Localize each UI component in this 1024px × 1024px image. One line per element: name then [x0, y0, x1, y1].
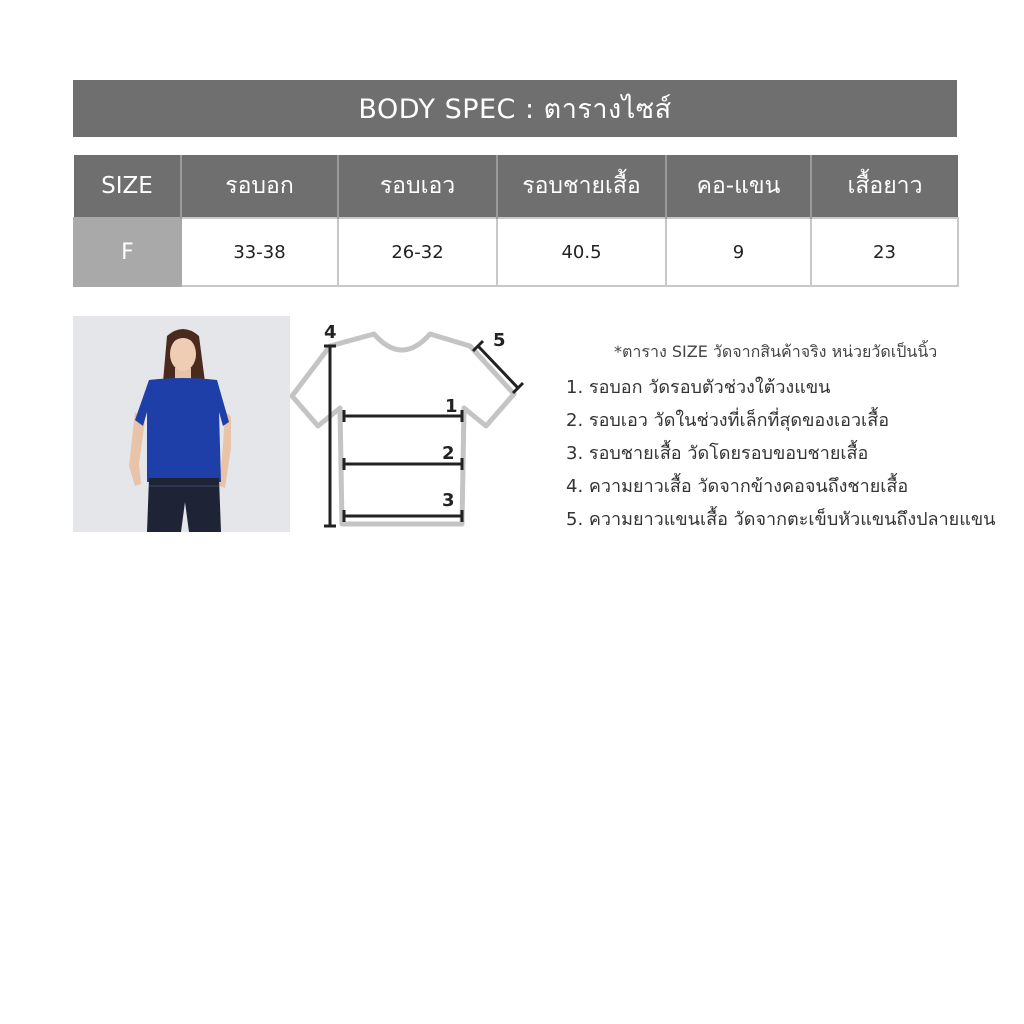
model-photo: [73, 316, 290, 532]
column-header-length: เสื้อยาว: [811, 155, 958, 218]
page-title: BODY SPEC : ตารางไซส์: [73, 80, 957, 137]
measure-line-3: [344, 510, 462, 522]
waist-value: 26-32: [338, 218, 497, 286]
measurement-notes: [566, 340, 1006, 536]
size-table: [73, 155, 959, 287]
length-value: 23: [811, 218, 958, 286]
column-header-chest: รอบอก: [181, 155, 338, 218]
shirt-diagram: [290, 318, 530, 538]
chest-value: 33-38: [181, 218, 338, 286]
model-illustration: [73, 316, 290, 532]
note-item-4: 4. ความยาวเสื้อ วัดจากข้างคอจนถึงชายเสื้อ: [566, 476, 909, 497]
label-1: 1: [445, 396, 458, 417]
label-3: 3: [442, 490, 455, 511]
note-item-2: 2. รอบเอว วัดในช่วงที่เล็กที่สุดของเอวเสื้อ: [566, 410, 890, 431]
label-5: 5: [493, 330, 506, 351]
hem-value: 40.5: [497, 218, 666, 286]
column-header-waist: รอบเอว: [338, 155, 497, 218]
column-header-size: SIZE: [74, 155, 181, 218]
measure-line-4: [324, 346, 336, 526]
shirt-outline: [292, 334, 514, 524]
neck-sleeve-value: 9: [666, 218, 811, 286]
column-header-neck-sleeve: คอ-แขน: [666, 155, 811, 218]
notes-header: *ตาราง SIZE วัดจากสินค้าจริง หน่วยวัดเป็นนิ้ว: [614, 342, 938, 361]
table-header-row: [74, 155, 958, 218]
table-row: [74, 218, 958, 286]
label-4: 4: [324, 322, 337, 343]
label-2: 2: [442, 443, 455, 464]
note-item-5: 5. ความยาวแขนเสื้อ วัดจากตะเข็บหัวแขนถึงปลายแขน: [566, 509, 996, 530]
note-item-1: 1. รอบอก วัดรอบตัวช่วงใต้วงแขน: [566, 377, 831, 398]
size-value: F: [74, 218, 181, 286]
column-header-hem: รอบชายเสื้อ: [497, 155, 666, 218]
note-item-3: 3. รอบชายเสื้อ วัดโดยรอบขอบชายเสื้อ: [566, 443, 869, 464]
